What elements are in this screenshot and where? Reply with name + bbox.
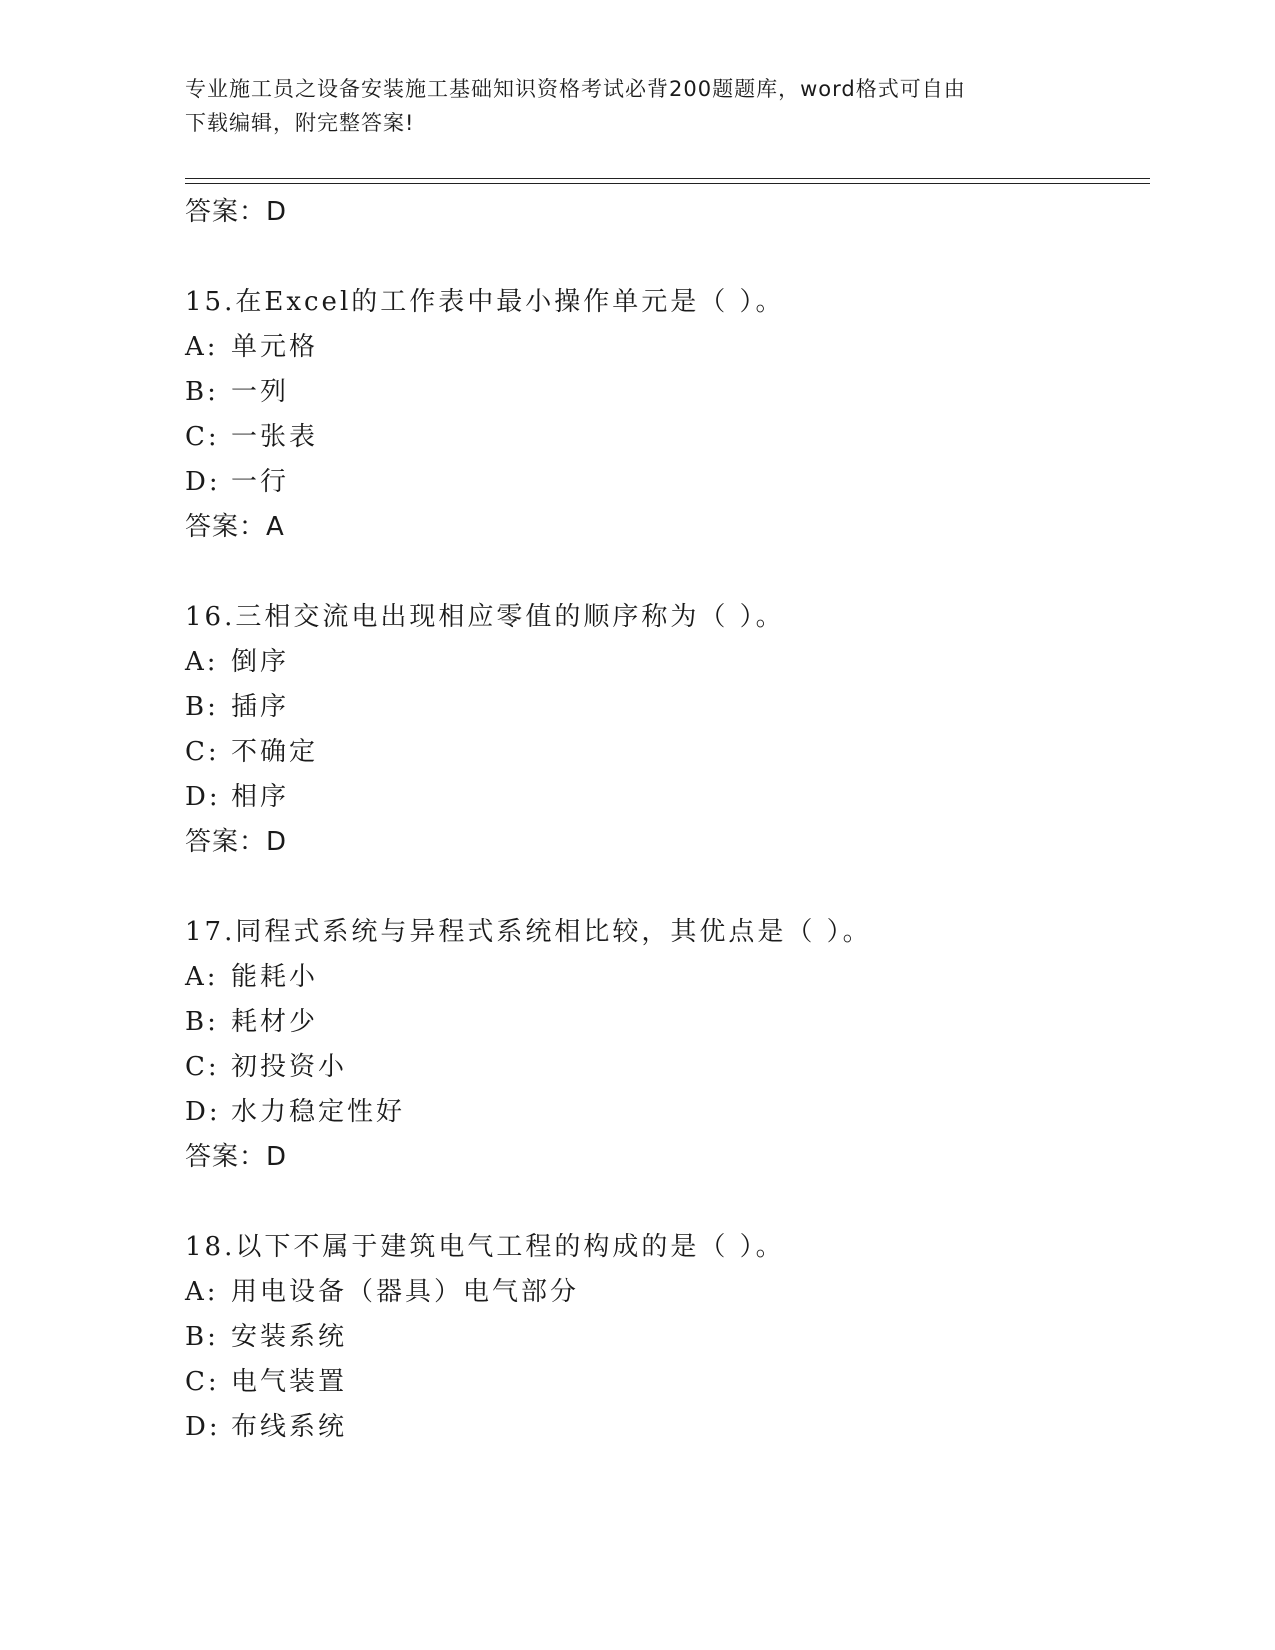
- option-d: [185, 775, 1185, 820]
- question-stem: 17.同程式系统与异程式系统相比较，其优点是（ ）。: [185, 917, 872, 947]
- option-a: [185, 325, 1185, 370]
- option-a: [185, 955, 1185, 1000]
- option-text: 一列: [231, 377, 290, 407]
- option-letter: A:: [185, 647, 219, 677]
- question-block: [185, 1225, 1185, 1450]
- question-block: [185, 280, 1185, 550]
- header-line-2: 下载编辑，附完整答案!: [185, 111, 415, 135]
- option-b: [185, 1000, 1185, 1045]
- header-line-1: 专业施工员之设备安装施工基础知识资格考试必背200题题库，word格式可自由: [185, 77, 966, 101]
- header-divider-bottom: [185, 183, 1150, 184]
- option-d: [185, 1090, 1185, 1135]
- option-c: [185, 730, 1185, 775]
- option-a: [185, 640, 1185, 685]
- option-c: [185, 1045, 1185, 1090]
- option-letter: B:: [185, 1007, 219, 1037]
- answer-line: 答案：D: [185, 197, 288, 227]
- option-letter: A:: [185, 332, 219, 362]
- option-letter: D:: [185, 1097, 221, 1127]
- question-list: [185, 190, 1185, 1450]
- option-letter: C:: [185, 737, 220, 767]
- option-c: [185, 1360, 1185, 1405]
- option-text: 一张表: [231, 422, 319, 452]
- header-divider-top: [185, 178, 1150, 179]
- option-b: [185, 685, 1185, 730]
- question-block: [185, 910, 1185, 1180]
- option-text: 插序: [231, 692, 290, 722]
- option-letter: B:: [185, 692, 219, 722]
- option-text: 水力稳定性好: [231, 1097, 406, 1127]
- option-text: 初投资小: [231, 1052, 348, 1082]
- option-text: 不确定: [231, 737, 319, 767]
- option-text: 电气装置: [231, 1367, 348, 1397]
- question-block: [185, 595, 1185, 865]
- option-letter: A:: [185, 962, 219, 992]
- option-letter: C:: [185, 1052, 220, 1082]
- question-stem: 18.以下不属于建筑电气工程的构成的是（ ）。: [185, 1232, 785, 1262]
- option-letter: C:: [185, 422, 220, 452]
- option-text: 倒序: [231, 647, 290, 677]
- option-text: 安装系统: [231, 1322, 348, 1352]
- option-a: [185, 1270, 1185, 1315]
- option-d: [185, 460, 1185, 505]
- option-text: 单元格: [231, 332, 319, 362]
- option-text: 用电设备（器具）电气部分: [231, 1277, 580, 1307]
- option-letter: A:: [185, 1277, 219, 1307]
- option-letter: D:: [185, 467, 221, 497]
- option-c: [185, 415, 1185, 460]
- option-text: 布线系统: [231, 1412, 348, 1442]
- option-letter: B:: [185, 377, 219, 407]
- document-header: [185, 72, 1085, 140]
- option-d: [185, 1405, 1185, 1450]
- answer-line: 答案：D: [185, 1142, 288, 1172]
- option-letter: D:: [185, 782, 221, 812]
- option-b: [185, 370, 1185, 415]
- option-text: 相序: [231, 782, 290, 812]
- option-text: 能耗小: [231, 962, 319, 992]
- option-letter: B:: [185, 1322, 219, 1352]
- answer-line: 答案：D: [185, 827, 288, 857]
- question-stem: 15.在Excel的工作表中最小操作单元是（ ）。: [185, 287, 785, 317]
- option-b: [185, 1315, 1185, 1360]
- option-letter: D:: [185, 1412, 221, 1442]
- option-letter: C:: [185, 1367, 220, 1397]
- answer-line: 答案：A: [185, 512, 285, 542]
- option-text: 一行: [231, 467, 290, 497]
- question-stem: 16.三相交流电出现相应零值的顺序称为（ ）。: [185, 602, 785, 632]
- option-text: 耗材少: [231, 1007, 319, 1037]
